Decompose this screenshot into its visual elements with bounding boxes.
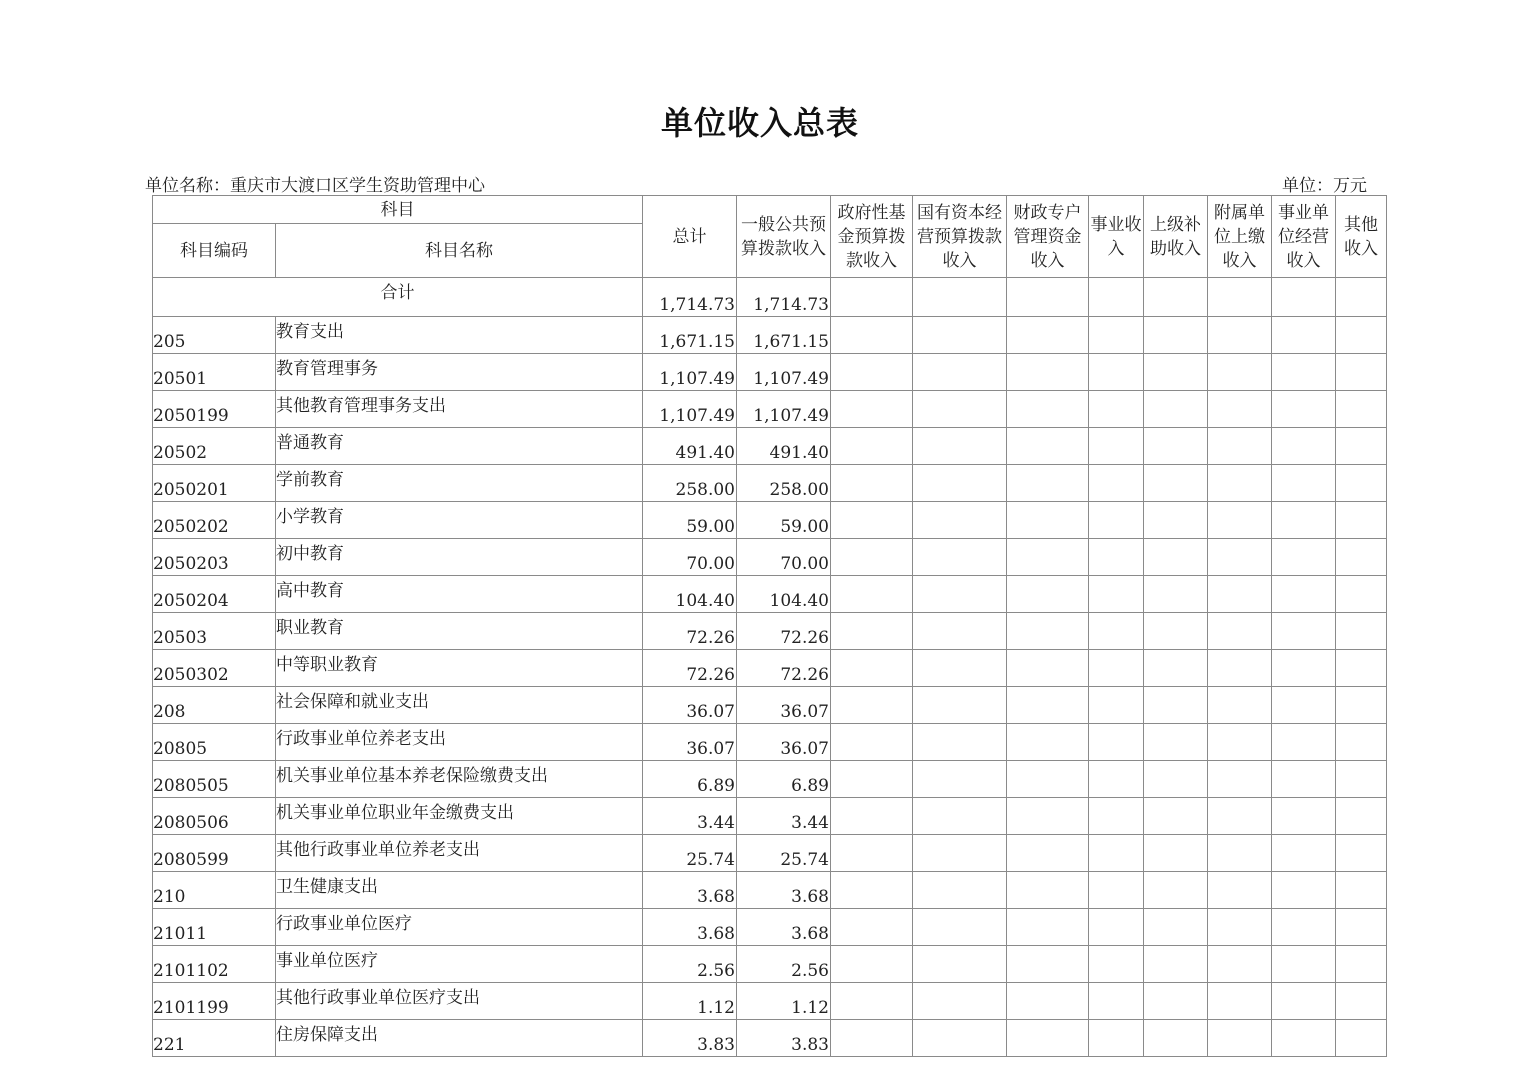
empty-cell xyxy=(913,502,1007,539)
empty-cell xyxy=(1336,687,1387,724)
empty-cell xyxy=(1336,835,1387,872)
empty-cell xyxy=(1089,687,1144,724)
empty-cell xyxy=(1272,650,1336,687)
empty-cell xyxy=(1089,761,1144,798)
empty-cell xyxy=(1144,909,1208,946)
empty-cell xyxy=(1089,539,1144,576)
empty-cell xyxy=(1272,502,1336,539)
header-other-income: 其他收入 xyxy=(1336,196,1387,278)
empty-cell xyxy=(1272,539,1336,576)
empty-cell xyxy=(831,909,913,946)
empty-cell xyxy=(1208,909,1272,946)
empty-cell xyxy=(1144,983,1208,1020)
empty-cell xyxy=(1208,835,1272,872)
header-superior-subsidy: 上级补助收入 xyxy=(1144,196,1208,278)
empty-cell xyxy=(831,650,913,687)
empty-cell xyxy=(1007,613,1089,650)
row-name: 教育支出 xyxy=(276,317,643,354)
empty-cell xyxy=(1208,687,1272,724)
empty-cell xyxy=(1089,946,1144,983)
empty-cell xyxy=(831,278,913,317)
row-general-budget: 59.00 xyxy=(737,502,831,539)
empty-cell xyxy=(1089,428,1144,465)
empty-cell xyxy=(1007,983,1089,1020)
empty-cell xyxy=(1144,576,1208,613)
row-name: 机关事业单位基本养老保险缴费支出 xyxy=(276,761,643,798)
row-name: 社会保障和就业支出 xyxy=(276,687,643,724)
empty-cell xyxy=(913,761,1007,798)
row-total: 491.40 xyxy=(643,428,737,465)
empty-cell xyxy=(1208,576,1272,613)
unit-label: 单位：万元 xyxy=(1282,176,1367,196)
total-total: 1,714.73 xyxy=(643,278,737,317)
empty-cell xyxy=(1336,983,1387,1020)
empty-cell xyxy=(1336,1020,1387,1057)
empty-cell xyxy=(1336,909,1387,946)
empty-cell xyxy=(1336,724,1387,761)
empty-cell xyxy=(1208,872,1272,909)
empty-cell xyxy=(1144,798,1208,835)
empty-cell xyxy=(1089,576,1144,613)
empty-cell xyxy=(831,798,913,835)
header-operating-income: 事业单位经营收入 xyxy=(1272,196,1336,278)
empty-cell xyxy=(1144,724,1208,761)
row-code: 20502 xyxy=(153,428,276,465)
row-general-budget: 491.40 xyxy=(737,428,831,465)
row-name: 学前教育 xyxy=(276,465,643,502)
empty-cell xyxy=(1208,539,1272,576)
empty-cell xyxy=(1007,835,1089,872)
empty-cell xyxy=(1272,317,1336,354)
empty-cell xyxy=(1007,354,1089,391)
empty-cell xyxy=(831,539,913,576)
empty-cell xyxy=(1208,724,1272,761)
row-general-budget: 258.00 xyxy=(737,465,831,502)
empty-cell xyxy=(1089,278,1144,317)
empty-cell xyxy=(1272,724,1336,761)
empty-cell xyxy=(1272,354,1336,391)
empty-cell xyxy=(831,724,913,761)
table-body xyxy=(153,278,1387,1057)
empty-cell xyxy=(1144,391,1208,428)
empty-cell xyxy=(1336,576,1387,613)
empty-cell xyxy=(1144,650,1208,687)
empty-cell xyxy=(831,354,913,391)
empty-cell xyxy=(1089,502,1144,539)
empty-cell xyxy=(1007,502,1089,539)
table-header xyxy=(153,196,1387,278)
table-row xyxy=(153,909,1387,946)
row-name: 行政事业单位养老支出 xyxy=(276,724,643,761)
empty-cell xyxy=(831,872,913,909)
row-total: 1,671.15 xyxy=(643,317,737,354)
row-total: 59.00 xyxy=(643,502,737,539)
empty-cell xyxy=(1007,465,1089,502)
table-row xyxy=(153,576,1387,613)
empty-cell xyxy=(1007,576,1089,613)
empty-cell xyxy=(1336,502,1387,539)
empty-cell xyxy=(1089,983,1144,1020)
empty-cell xyxy=(831,465,913,502)
row-total: 3.83 xyxy=(643,1020,737,1057)
empty-cell xyxy=(913,428,1007,465)
row-total: 2.56 xyxy=(643,946,737,983)
row-name: 卫生健康支出 xyxy=(276,872,643,909)
row-name: 初中教育 xyxy=(276,539,643,576)
row-code: 210 xyxy=(153,872,276,909)
empty-cell xyxy=(1272,798,1336,835)
row-general-budget: 1,107.49 xyxy=(737,391,831,428)
row-name: 职业教育 xyxy=(276,613,643,650)
row-name: 行政事业单位医疗 xyxy=(276,909,643,946)
empty-cell xyxy=(1007,278,1089,317)
empty-cell xyxy=(913,724,1007,761)
row-total: 3.68 xyxy=(643,872,737,909)
empty-cell xyxy=(1208,354,1272,391)
table-row xyxy=(153,428,1387,465)
empty-cell xyxy=(1089,354,1144,391)
empty-cell xyxy=(1007,687,1089,724)
header-subject: 科目 xyxy=(153,196,643,224)
empty-cell xyxy=(1336,465,1387,502)
empty-cell xyxy=(1089,798,1144,835)
empty-cell xyxy=(1089,650,1144,687)
row-name: 高中教育 xyxy=(276,576,643,613)
empty-cell xyxy=(1144,354,1208,391)
empty-cell xyxy=(1007,724,1089,761)
empty-cell xyxy=(1208,983,1272,1020)
header-name: 科目名称 xyxy=(276,224,643,278)
row-code: 2050201 xyxy=(153,465,276,502)
empty-cell xyxy=(1336,798,1387,835)
table-row xyxy=(153,539,1387,576)
row-name: 中等职业教育 xyxy=(276,650,643,687)
empty-cell xyxy=(831,502,913,539)
empty-cell xyxy=(1336,391,1387,428)
empty-cell xyxy=(1089,613,1144,650)
empty-cell xyxy=(1144,317,1208,354)
empty-cell xyxy=(1272,835,1336,872)
empty-cell xyxy=(1208,650,1272,687)
row-total: 72.26 xyxy=(643,613,737,650)
row-name: 其他行政事业单位养老支出 xyxy=(276,835,643,872)
row-general-budget: 72.26 xyxy=(737,613,831,650)
empty-cell xyxy=(1007,798,1089,835)
row-code: 2050202 xyxy=(153,502,276,539)
table-row xyxy=(153,761,1387,798)
empty-cell xyxy=(831,576,913,613)
row-name: 住房保障支出 xyxy=(276,1020,643,1057)
row-general-budget: 2.56 xyxy=(737,946,831,983)
empty-cell xyxy=(913,613,1007,650)
empty-cell xyxy=(913,983,1007,1020)
row-code: 205 xyxy=(153,317,276,354)
empty-cell xyxy=(1089,1020,1144,1057)
empty-cell xyxy=(913,317,1007,354)
empty-cell xyxy=(1007,761,1089,798)
row-general-budget: 72.26 xyxy=(737,650,831,687)
empty-cell xyxy=(913,835,1007,872)
empty-cell xyxy=(913,539,1007,576)
empty-cell xyxy=(913,391,1007,428)
row-code: 2101199 xyxy=(153,983,276,1020)
empty-cell xyxy=(1272,946,1336,983)
row-code: 2050199 xyxy=(153,391,276,428)
empty-cell xyxy=(1089,724,1144,761)
row-code: 2050204 xyxy=(153,576,276,613)
table-row xyxy=(153,835,1387,872)
empty-cell xyxy=(1336,278,1387,317)
empty-cell xyxy=(1272,465,1336,502)
empty-cell xyxy=(913,354,1007,391)
row-total: 70.00 xyxy=(643,539,737,576)
empty-cell xyxy=(1336,613,1387,650)
empty-cell xyxy=(831,317,913,354)
empty-cell xyxy=(1272,761,1336,798)
empty-cell xyxy=(831,1020,913,1057)
row-name: 普通教育 xyxy=(276,428,643,465)
table-row xyxy=(153,613,1387,650)
row-general-budget: 25.74 xyxy=(737,835,831,872)
empty-cell xyxy=(1336,761,1387,798)
row-general-budget: 3.44 xyxy=(737,798,831,835)
empty-cell xyxy=(1007,539,1089,576)
empty-cell xyxy=(1208,428,1272,465)
empty-cell xyxy=(1272,428,1336,465)
row-name: 其他行政事业单位医疗支出 xyxy=(276,983,643,1020)
empty-cell xyxy=(913,687,1007,724)
empty-cell xyxy=(1272,687,1336,724)
empty-cell xyxy=(1208,946,1272,983)
empty-cell xyxy=(1208,1020,1272,1057)
empty-cell xyxy=(1144,613,1208,650)
empty-cell xyxy=(1144,687,1208,724)
row-name: 事业单位医疗 xyxy=(276,946,643,983)
empty-cell xyxy=(831,946,913,983)
row-code: 20805 xyxy=(153,724,276,761)
total-row xyxy=(153,278,1387,317)
empty-cell xyxy=(1208,502,1272,539)
row-name: 其他教育管理事务支出 xyxy=(276,391,643,428)
row-code: 208 xyxy=(153,687,276,724)
empty-cell xyxy=(913,1020,1007,1057)
empty-cell xyxy=(1089,909,1144,946)
empty-cell xyxy=(1089,872,1144,909)
empty-cell xyxy=(913,278,1007,317)
row-total: 3.44 xyxy=(643,798,737,835)
row-code: 21011 xyxy=(153,909,276,946)
header-gov-fund: 政府性基金预算拨款收入 xyxy=(831,196,913,278)
table-row xyxy=(153,317,1387,354)
row-general-budget: 1.12 xyxy=(737,983,831,1020)
row-total: 1,107.49 xyxy=(643,354,737,391)
row-code: 221 xyxy=(153,1020,276,1057)
empty-cell xyxy=(831,428,913,465)
empty-cell xyxy=(1272,278,1336,317)
empty-cell xyxy=(1089,465,1144,502)
empty-cell xyxy=(1272,872,1336,909)
empty-cell xyxy=(1272,1020,1336,1057)
row-general-budget: 3.68 xyxy=(737,872,831,909)
row-general-budget: 1,671.15 xyxy=(737,317,831,354)
empty-cell xyxy=(1007,946,1089,983)
empty-cell xyxy=(1007,391,1089,428)
row-code: 2050203 xyxy=(153,539,276,576)
empty-cell xyxy=(913,465,1007,502)
table-row xyxy=(153,354,1387,391)
row-code: 2101102 xyxy=(153,946,276,983)
empty-cell xyxy=(1272,613,1336,650)
empty-cell xyxy=(1089,835,1144,872)
total-label: 合计 xyxy=(153,278,643,317)
row-code: 2080599 xyxy=(153,835,276,872)
table-row xyxy=(153,687,1387,724)
empty-cell xyxy=(1144,428,1208,465)
row-code: 2080506 xyxy=(153,798,276,835)
empty-cell xyxy=(1208,391,1272,428)
empty-cell xyxy=(1208,317,1272,354)
table-row xyxy=(153,798,1387,835)
empty-cell xyxy=(831,983,913,1020)
total-general-budget: 1,714.73 xyxy=(737,278,831,317)
empty-cell xyxy=(1208,761,1272,798)
empty-cell xyxy=(913,872,1007,909)
row-general-budget: 36.07 xyxy=(737,687,831,724)
empty-cell xyxy=(913,650,1007,687)
row-code: 2080505 xyxy=(153,761,276,798)
empty-cell xyxy=(1144,872,1208,909)
organization-name: 单位名称：重庆市大渡口区学生资助管理中心 xyxy=(145,176,485,196)
income-summary-table xyxy=(152,195,1387,1057)
empty-cell xyxy=(1089,391,1144,428)
empty-cell xyxy=(1089,317,1144,354)
row-total: 1,107.49 xyxy=(643,391,737,428)
table-row xyxy=(153,391,1387,428)
empty-cell xyxy=(913,576,1007,613)
empty-cell xyxy=(1272,909,1336,946)
empty-cell xyxy=(1144,539,1208,576)
empty-cell xyxy=(1336,946,1387,983)
table-row xyxy=(153,502,1387,539)
row-general-budget: 36.07 xyxy=(737,724,831,761)
empty-cell xyxy=(1144,946,1208,983)
empty-cell xyxy=(1007,872,1089,909)
page-title: 单位收入总表 xyxy=(660,104,859,142)
row-total: 25.74 xyxy=(643,835,737,872)
empty-cell xyxy=(1007,650,1089,687)
row-code: 2050302 xyxy=(153,650,276,687)
empty-cell xyxy=(1208,278,1272,317)
row-total: 3.68 xyxy=(643,909,737,946)
empty-cell xyxy=(1007,428,1089,465)
row-total: 36.07 xyxy=(643,687,737,724)
empty-cell xyxy=(1144,465,1208,502)
empty-cell xyxy=(831,613,913,650)
empty-cell xyxy=(1144,835,1208,872)
row-total: 72.26 xyxy=(643,650,737,687)
header-special-fund: 财政专户管理资金收入 xyxy=(1007,196,1089,278)
table-row xyxy=(153,650,1387,687)
empty-cell xyxy=(1208,465,1272,502)
empty-cell xyxy=(1272,983,1336,1020)
row-name: 机关事业单位职业年金缴费支出 xyxy=(276,798,643,835)
header-affiliated-income: 附属单位上缴收入 xyxy=(1208,196,1272,278)
table-row xyxy=(153,724,1387,761)
empty-cell xyxy=(1144,502,1208,539)
empty-cell xyxy=(1144,761,1208,798)
row-name: 教育管理事务 xyxy=(276,354,643,391)
empty-cell xyxy=(1144,1020,1208,1057)
empty-cell xyxy=(831,835,913,872)
header-state-capital: 国有资本经营预算拨款收入 xyxy=(913,196,1007,278)
empty-cell xyxy=(1272,391,1336,428)
header-general-budget: 一般公共预算拨款收入 xyxy=(737,196,831,278)
empty-cell xyxy=(1336,650,1387,687)
empty-cell xyxy=(1336,354,1387,391)
empty-cell xyxy=(913,946,1007,983)
row-total: 6.89 xyxy=(643,761,737,798)
empty-cell xyxy=(1336,428,1387,465)
row-general-budget: 6.89 xyxy=(737,761,831,798)
empty-cell xyxy=(1208,613,1272,650)
row-code: 20501 xyxy=(153,354,276,391)
empty-cell xyxy=(1336,872,1387,909)
empty-cell xyxy=(913,798,1007,835)
header-business-income: 事业收入 xyxy=(1089,196,1144,278)
table-row xyxy=(153,465,1387,502)
empty-cell xyxy=(1007,909,1089,946)
row-general-budget: 104.40 xyxy=(737,576,831,613)
empty-cell xyxy=(1007,317,1089,354)
table-row xyxy=(153,1020,1387,1057)
empty-cell xyxy=(913,909,1007,946)
row-total: 1.12 xyxy=(643,983,737,1020)
row-general-budget: 1,107.49 xyxy=(737,354,831,391)
empty-cell xyxy=(1272,576,1336,613)
empty-cell xyxy=(831,391,913,428)
row-general-budget: 3.68 xyxy=(737,909,831,946)
row-total: 258.00 xyxy=(643,465,737,502)
header-total: 总计 xyxy=(643,196,737,278)
row-code: 20503 xyxy=(153,613,276,650)
empty-cell xyxy=(831,761,913,798)
empty-cell xyxy=(1208,798,1272,835)
empty-cell xyxy=(1336,317,1387,354)
header-code: 科目编码 xyxy=(153,224,276,278)
empty-cell xyxy=(1007,1020,1089,1057)
empty-cell xyxy=(1336,539,1387,576)
row-general-budget: 3.83 xyxy=(737,1020,831,1057)
empty-cell xyxy=(831,687,913,724)
table-row xyxy=(153,872,1387,909)
row-total: 36.07 xyxy=(643,724,737,761)
row-name: 小学教育 xyxy=(276,502,643,539)
row-total: 104.40 xyxy=(643,576,737,613)
empty-cell xyxy=(1144,278,1208,317)
row-general-budget: 70.00 xyxy=(737,539,831,576)
table-row xyxy=(153,946,1387,983)
table-row xyxy=(153,983,1387,1020)
